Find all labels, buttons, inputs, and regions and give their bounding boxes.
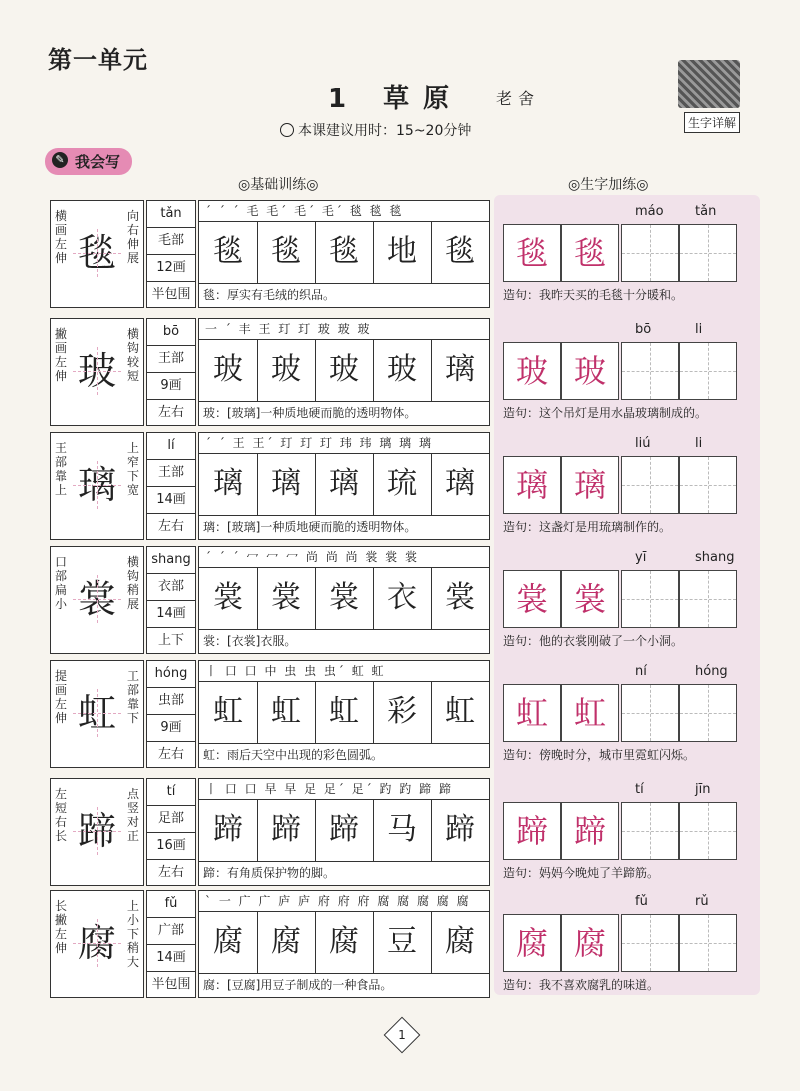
model-char: 毯 [73,229,121,277]
grid-char: 蹄 [257,800,316,861]
char-strokes: 9画 [147,373,195,400]
tip-right: 工部靠下 [127,669,140,725]
char-radical: 王部 [147,346,195,373]
model-char: 玻 [73,347,121,395]
char-info [146,890,196,998]
grid-char: 毯 [445,234,475,269]
tip-right: 上小下稍大 [127,899,140,969]
pinyin-write-box[interactable] [679,224,737,282]
char-definition: 腐：[豆腐]用豆子制成的一种食品。 [198,974,490,998]
extra-section-heading: ◎生字加练◎ [568,177,649,193]
practice-char: 璃 [503,456,561,514]
pinyin-write-box[interactable] [621,570,679,628]
time-hint-text: 本课建议用时：15~20分钟 [298,123,472,139]
char-info [146,778,196,886]
writing-grid [198,340,490,402]
section-tag [45,148,132,175]
qr-label: 生字详解 [684,112,740,133]
pinyin-write-box[interactable] [621,802,679,860]
grid-char: 毯 [199,222,258,283]
char-pinyin: lí [147,433,195,460]
writing-grid [198,222,490,284]
practice-char: 玻 [503,342,561,400]
grid-char: 马 [373,800,432,861]
char-tip-cell [50,890,144,998]
char-pinyin: fǔ [147,891,195,918]
grid-char: 虹 [445,694,475,729]
stroke-order: 丨 口 口 中 虫 虫 虫ˊ 虹 虹 [198,660,490,682]
writing-grid [198,682,490,744]
practice-row [503,778,757,886]
tip-right: 上窄下宽 [127,441,140,497]
char-pinyin: bō [147,319,195,346]
practice-char: 裳 [561,570,619,628]
practice-pinyin-2: tǎn [695,204,717,219]
stroke-order: 一 ˊ 丰 王 玎 玎 玻 玻 玻 [198,318,490,340]
char-radical: 足部 [147,806,195,833]
char-pinyin: shang [147,547,195,574]
practice-pinyin-1: fǔ [635,894,648,909]
grid-char: 虹 [199,682,258,743]
example-sentence: 造句：他的衣裳刚破了一个小洞。 [503,634,684,648]
char-structure: 左右 [157,519,184,534]
char-radical: 衣部 [147,574,195,601]
char-tip-cell [50,318,144,426]
char-info [146,546,196,654]
char-row [50,546,490,654]
pinyin-write-box[interactable] [679,802,737,860]
tip-left: 左短右长 [55,787,68,843]
model-char: 蹄 [73,807,121,855]
grid-char: 裳 [445,580,475,615]
pinyin-write-box[interactable] [621,456,679,514]
pinyin-write-box[interactable] [679,342,737,400]
practice-row [503,546,757,654]
practice-row [503,890,757,998]
grid-char: 腐 [257,912,316,973]
char-definition: 璃：[玻璃]一种质地硬而脆的透明物体。 [198,516,490,540]
grid-char: 毯 [257,222,316,283]
pinyin-write-box[interactable] [679,914,737,972]
example-sentence: 造句：我不喜欢腐乳的味道。 [503,978,660,992]
grid-char: 璃 [257,454,316,515]
char-definition: 虹：雨后天空中出现的彩色圆弧。 [198,744,490,768]
section-tag-label: 我会写 [75,153,121,171]
tip-left: 横画左伸 [55,209,68,265]
tip-right: 点竖对正 [127,787,140,843]
char-tip-cell [50,432,144,540]
char-strokes: 14画 [147,601,195,628]
grid-char: 蹄 [445,812,475,847]
practice-char: 毯 [503,224,561,282]
tip-right: 横钩较短 [127,327,140,383]
model-char: 腐 [73,919,121,967]
grid-char: 裳 [199,568,258,629]
tip-left: 提画左伸 [55,669,68,725]
char-row [50,318,490,426]
qr-code-icon[interactable] [678,60,740,108]
grid-char: 璃 [199,454,258,515]
practice-pinyin-2: hóng [695,664,728,679]
char-row [50,890,490,998]
practice-char: 璃 [561,456,619,514]
model-char: 裳 [73,575,121,623]
stroke-order: ˋ 一 广 广 庐 庐 府 府 府 腐 腐 腐 腐 腐 [198,890,490,912]
tip-right: 横钩稍展 [127,555,140,611]
clock-icon [280,123,294,137]
practice-row [503,318,757,426]
practice-pinyin-2: jīn [695,782,711,797]
stroke-order: ˊ ˊ ˊ 冖 冖 冖 尚 尚 尚 裳 裳 裳 [198,546,490,568]
char-strokes: 9画 [147,715,195,742]
tip-left: 长撇左伸 [55,899,68,955]
grid-char: 彩 [373,682,432,743]
grid-char: 豆 [373,912,432,973]
practice-pinyin-1: yī [635,550,647,565]
grid-char: 衣 [373,568,432,629]
practice-char: 虹 [503,684,561,742]
char-row [50,660,490,768]
char-tip-cell [50,546,144,654]
grid-char: 蹄 [199,800,258,861]
pinyin-write-box[interactable] [621,914,679,972]
char-strokes: 12画 [147,255,195,282]
time-hint [280,120,471,140]
char-row [50,200,490,308]
char-radical: 虫部 [147,688,195,715]
char-structure: 半包围 [151,287,191,302]
grid-char: 地 [373,222,432,283]
char-structure: 左右 [157,865,184,880]
basic-section-heading: ◎基础训练◎ [238,177,319,193]
practice-pinyin-1: bō [635,322,652,337]
pinyin-write-box[interactable] [621,224,679,282]
practice-pinyin-1: ní [635,664,647,679]
practice-row [503,200,757,308]
practice-char: 裳 [503,570,561,628]
grid-char: 玻 [373,340,432,401]
stroke-order: ˊ ˊ 王 王ˊ 玎 玎 玎 玮 玮 璃 璃 璃 [198,432,490,454]
writing-grid [198,454,490,516]
grid-char: 裳 [315,568,374,629]
practice-row [503,660,757,768]
char-tip-cell [50,200,144,308]
example-sentence: 造句：傍晚时分，城市里霓虹闪烁。 [503,748,696,762]
stroke-order: ˊ ˊ ˊ 毛 毛ˊ 毛ˊ 毛ˊ 毯 毯 毯 [198,200,490,222]
grid-char: 璃 [445,466,475,501]
char-pinyin: tǎn [147,201,195,228]
char-strokes: 16画 [147,833,195,860]
char-structure: 左右 [157,747,184,762]
char-row [50,778,490,886]
grid-char: 玻 [257,340,316,401]
char-row [50,432,490,540]
practice-char: 腐 [561,914,619,972]
grid-char: 腐 [445,924,475,959]
grid-char: 玻 [315,340,374,401]
char-info [146,432,196,540]
char-tip-cell [50,778,144,886]
char-structure: 左右 [157,405,184,420]
tip-right: 向右伸展 [127,209,140,265]
grid-char: 玻 [199,340,258,401]
grid-char: 琉 [373,454,432,515]
grid-char: 虹 [315,682,374,743]
practice-pinyin-2: li [695,322,703,337]
model-char: 璃 [73,461,121,509]
char-info [146,660,196,768]
char-info [146,200,196,308]
char-strokes: 14画 [147,487,195,514]
practice-char: 玻 [561,342,619,400]
char-radical: 毛部 [147,228,195,255]
tip-left: 王部靠上 [55,441,68,497]
practice-pinyin-2: shang [695,550,735,565]
char-pinyin: tí [147,779,195,806]
practice-pinyin-2: li [695,436,703,451]
practice-pinyin-2: rǔ [695,894,709,909]
char-strokes: 14画 [147,945,195,972]
practice-pinyin-1: máo [635,204,664,219]
grid-char: 毯 [315,222,374,283]
grid-char: 腐 [199,912,258,973]
tip-left: 口部扁小 [55,555,68,611]
writing-grid [198,800,490,862]
unit-title: 第一单元 [48,46,148,74]
pinyin-write-box[interactable] [679,570,737,628]
char-definition: 玻：[玻璃]一种质地硬而脆的透明物体。 [198,402,490,426]
tip-left: 撇画左伸 [55,327,68,383]
example-sentence: 造句：这个吊灯是用水晶玻璃制成的。 [503,406,708,420]
char-info [146,318,196,426]
practice-pinyin-1: tí [635,782,644,797]
char-structure: 半包围 [151,977,191,992]
char-definition: 毯：厚实有毛绒的织品。 [198,284,490,308]
practice-pinyin-1: liú [635,436,651,451]
char-definition: 蹄：有角质保护物的脚。 [198,862,490,886]
char-radical: 广部 [147,918,195,945]
grid-char: 蹄 [315,800,374,861]
grid-char: 裳 [257,568,316,629]
practice-char: 蹄 [503,802,561,860]
practice-char: 毯 [561,224,619,282]
practice-char: 蹄 [561,802,619,860]
char-structure: 上下 [157,633,184,648]
stroke-order: 丨 口 口 早 早 足 足ˊ 足ˊ 趵 趵 蹄 蹄 [198,778,490,800]
writing-grid [198,912,490,974]
grid-char: 璃 [315,454,374,515]
page-number [384,1017,421,1054]
page-number-text: 1 [398,1028,406,1042]
model-char: 虹 [73,689,121,737]
char-tip-cell [50,660,144,768]
char-pinyin: hóng [147,661,195,688]
practice-row [503,432,757,540]
char-radical: 王部 [147,460,195,487]
example-sentence: 造句：妈妈今晚炖了羊蹄筋。 [503,866,660,880]
pinyin-write-box[interactable] [679,456,737,514]
lesson-author: 老舍 [496,89,541,108]
pinyin-write-box[interactable] [679,684,737,742]
practice-char: 虹 [561,684,619,742]
grid-char: 虹 [257,682,316,743]
example-sentence: 造句：这盏灯是用琉璃制作的。 [503,520,672,534]
grid-char: 璃 [445,352,475,387]
pinyin-write-box[interactable] [621,342,679,400]
grid-char: 腐 [315,912,374,973]
pencil-icon: ✎ [52,152,68,168]
lesson-title: 1 草原 [328,84,464,114]
practice-char: 腐 [503,914,561,972]
char-definition: 裳：[衣裳]衣服。 [198,630,490,654]
example-sentence: 造句：我昨天买的毛毯十分暖和。 [503,288,684,302]
pinyin-write-box[interactable] [621,684,679,742]
writing-grid [198,568,490,630]
